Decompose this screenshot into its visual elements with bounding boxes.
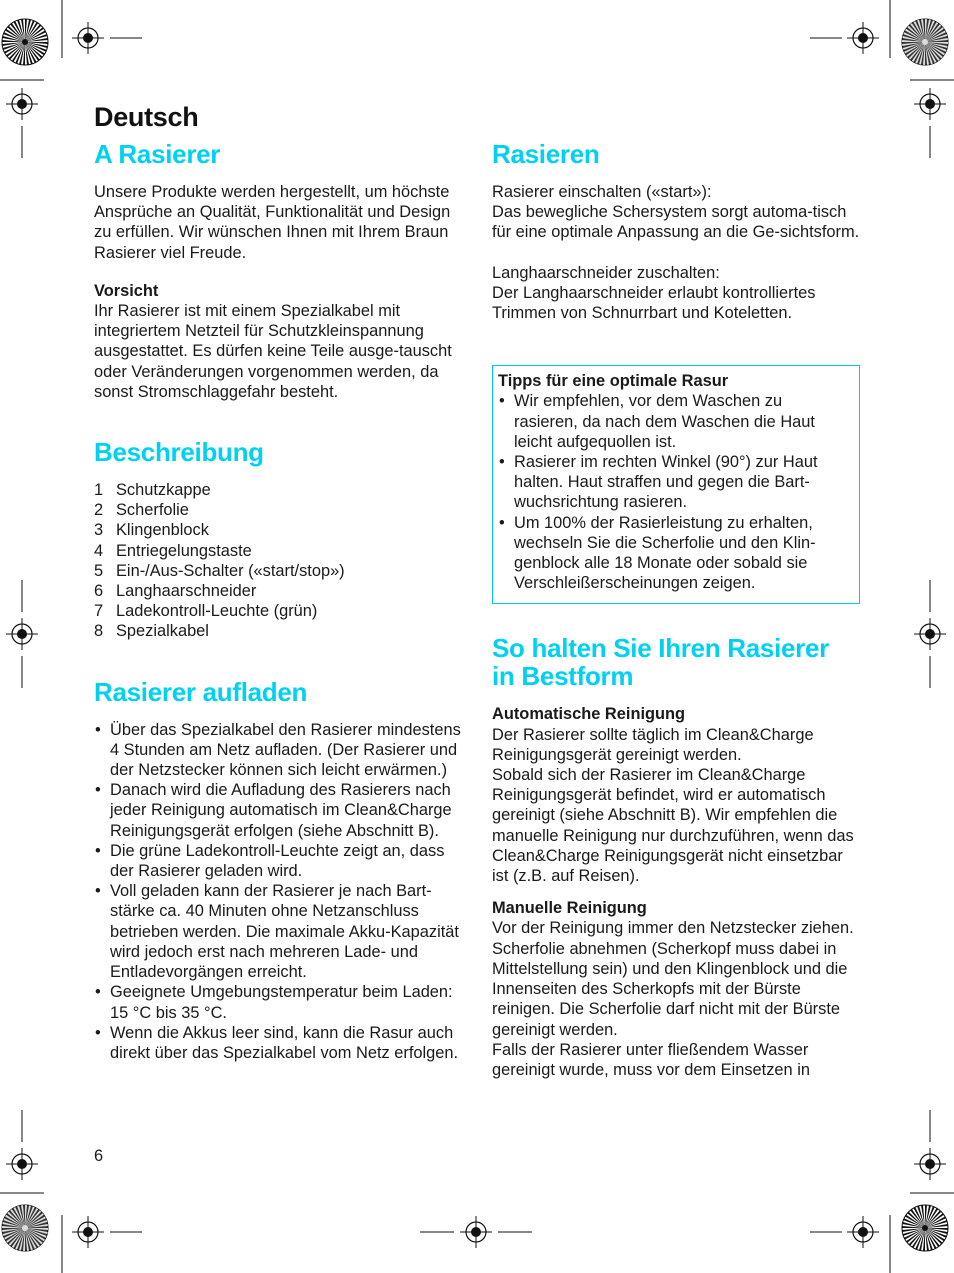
section-title-aufladen: Rasierer aufladen <box>94 676 308 707</box>
list-item <box>94 480 466 500</box>
crosshair-mark-icon <box>6 1148 38 1180</box>
registration-sunburst-icon <box>2 19 48 65</box>
crosshair-mark-icon <box>6 618 38 650</box>
manual-cleaning-label: Manuelle Reinigung <box>492 899 647 918</box>
item-text: Ein-/Aus-Schalter («start/stop») <box>116 561 345 580</box>
registration-sunburst-icon <box>902 19 948 65</box>
auto-cleaning-text: Der Rasierer sollte täglich im Clean&Charge Reinigungsgerät gereinigt werden. <box>492 725 814 764</box>
item-number: 1 <box>94 481 104 500</box>
item-text: Spezialkabel <box>116 622 209 641</box>
list-item: • Danach wird die Aufladung des Rasierers nach jeder Reinigung automatisch im Clean&Charge Reinigungsgerät erfolgen (siehe Abschnitt B). <box>94 780 466 841</box>
manual-cleaning-text: Falls der Rasierer unter fließendem Wasser gereinigt wurde, muss vor dem Einsetzen in <box>492 1040 810 1079</box>
list-item <box>94 520 466 540</box>
intro-paragraph: Unsere Produkte werden hergestellt, um höchste Ansprüche an Qualität, Funktionalität und Design zu erfüllen. Wir wünschen Ihnen mit Ihrem Braun Rasierer viel Freude. <box>94 183 451 262</box>
item-text: Schutzkappe <box>116 481 211 500</box>
auto-cleaning-label: Automatische Reinigung <box>492 705 686 724</box>
right-column <box>492 140 860 1080</box>
crosshair-mark-icon <box>914 1148 946 1180</box>
list-item: • Wir empfehlen, vor dem Waschen zu rasieren, da nach dem Waschen die Haut leicht aufgequollen ist. <box>498 391 849 452</box>
section-title-beschreibung: Beschreibung <box>94 437 264 468</box>
registration-sunburst-icon <box>902 1205 948 1251</box>
crosshair-mark-icon <box>847 22 879 54</box>
list-item <box>94 561 466 581</box>
trimmer-text: Der Langhaarschneider erlaubt kontrolliertes Trimmen von Schnurrbart und Koteletten. <box>492 283 816 323</box>
switch-on-text: Das bewegliche Schersystem sorgt automa-tisch für eine optimale Anpassung an die Ge-sichtsform. <box>492 203 860 242</box>
switch-on-label: Rasierer einschalten («start»): <box>492 183 712 201</box>
item-text: Klingenblock <box>116 521 209 540</box>
section-rasierer <box>94 140 466 402</box>
list-item: • Geeignete Umgebungstemperatur beim Laden: 15 °C bis 35 °C. <box>94 982 466 1022</box>
tips-title: Tipps für eine optimale Rasur <box>498 372 729 391</box>
crosshair-mark-icon <box>72 22 104 54</box>
list-item <box>94 541 466 561</box>
item-text: Entriegelungstaste <box>116 541 252 560</box>
item-number: 8 <box>94 622 104 641</box>
crosshair-mark-icon <box>6 88 38 120</box>
left-column <box>94 140 466 1063</box>
crosshair-mark-icon <box>847 1216 879 1248</box>
parts-list <box>94 480 466 642</box>
item-text: Langhaarschneider <box>116 582 257 601</box>
item-number: 5 <box>94 561 104 580</box>
list-item: • Um 100% der Rasierleistung zu erhalten, wechseln Sie die Scherfolie und den Klin-genblock alle 18 Monate oder sobald sie Verschleißerscheinungen zeigen. <box>498 513 849 594</box>
section-beschreibung <box>94 438 466 642</box>
section-rasieren <box>492 140 860 323</box>
language-heading: Deutsch <box>94 102 199 132</box>
tips-box <box>492 365 860 604</box>
list-item <box>94 500 466 520</box>
list-item: • Wenn die Akkus leer sind, kann die Rasur auch direkt über das Spezialkabel vom Netz erfolgen. <box>94 1023 466 1063</box>
section-aufladen <box>94 678 466 1063</box>
list-item: • Über das Spezialkabel den Rasierer mindestens 4 Stunden am Netz aufladen. (Der Rasierer und der Netzstecker können sich leicht erwärmen.) <box>94 720 466 781</box>
item-number: 7 <box>94 602 104 621</box>
list-item <box>94 601 466 621</box>
item-number: 6 <box>94 582 104 601</box>
section-title-bestform <box>492 634 860 690</box>
manual-cleaning-text: Scherfolie abnehmen (Scherkopf muss dabei in Mittelstellung sein) und den Klingenblock und die Innenseiten des Scherkopfs mit der Bürste reinigen. Die Scherfolie darf nicht mit der Bürste gereinigt werden. <box>492 939 848 1039</box>
section-bestform <box>492 634 860 1080</box>
registration-sunburst-icon <box>2 1205 48 1251</box>
tips-bullets <box>498 391 849 593</box>
crosshair-mark-icon <box>914 88 946 120</box>
list-item: • Die grüne Ladekontroll-Leuchte zeigt an, dass der Rasierer geladen wird. <box>94 841 466 881</box>
page-number: 6 <box>94 1147 104 1165</box>
item-text: Scherfolie <box>116 501 189 520</box>
manual-cleaning-text: Vor der Reinigung immer den Netzstecker ziehen. <box>492 919 854 938</box>
caution-label: Vorsicht <box>94 281 159 300</box>
list-item <box>94 621 466 641</box>
item-number: 3 <box>94 521 104 540</box>
list-item: • Voll geladen kann der Rasierer je nach Bart-stärke ca. 40 Minuten ohne Netzanschluss betrieben werden. Die maximale Akku-Kapazität wird jedoch erst nach mehreren Lade- und Entladevorgängen erreicht. <box>94 881 466 982</box>
trimmer-label: Langhaarschneider zuschalten: <box>492 263 720 282</box>
auto-cleaning-text: Sobald sich der Rasierer im Clean&Charge Reinigungsgerät befindet, wird er automatisch gereinigt (siehe Abschnitt B). Wir empfehlen die manuelle Reinigung nur durchzuführen, wenn das Clean&Charge Reinigungsgerät nicht einsetzbar ist (z.B. auf Reisen). <box>492 766 854 886</box>
item-text: Ladekontroll-Leuchte (grün) <box>116 602 318 621</box>
caution-text: Ihr Rasierer ist mit einem Spezialkabel mit integriertem Netzteil für Schutzkleinspannung ausgestattet. Es dürfen keine Teile ausge-tauscht oder Veränderungen vorgenommen werden, da sonst Stromschlaggefahr besteht. <box>94 302 452 401</box>
title-line: in Bestform <box>492 661 634 692</box>
title-line: So halten Sie Ihren Rasierer <box>492 633 829 664</box>
crosshair-mark-icon <box>72 1216 104 1248</box>
list-item: • Rasierer im rechten Winkel (90°) zur Haut halten. Haut straffen und gegen die Bart-wuchsrichtung rasieren. <box>498 452 849 513</box>
item-number: 2 <box>94 501 104 520</box>
section-title-rasierer: A Rasierer <box>94 139 221 169</box>
charging-bullets <box>94 720 466 1063</box>
item-number: 4 <box>94 541 104 560</box>
crosshair-mark-icon <box>460 1216 492 1248</box>
crosshair-mark-icon <box>914 618 946 650</box>
section-title-rasieren: Rasieren <box>492 139 600 169</box>
list-item <box>94 581 466 601</box>
